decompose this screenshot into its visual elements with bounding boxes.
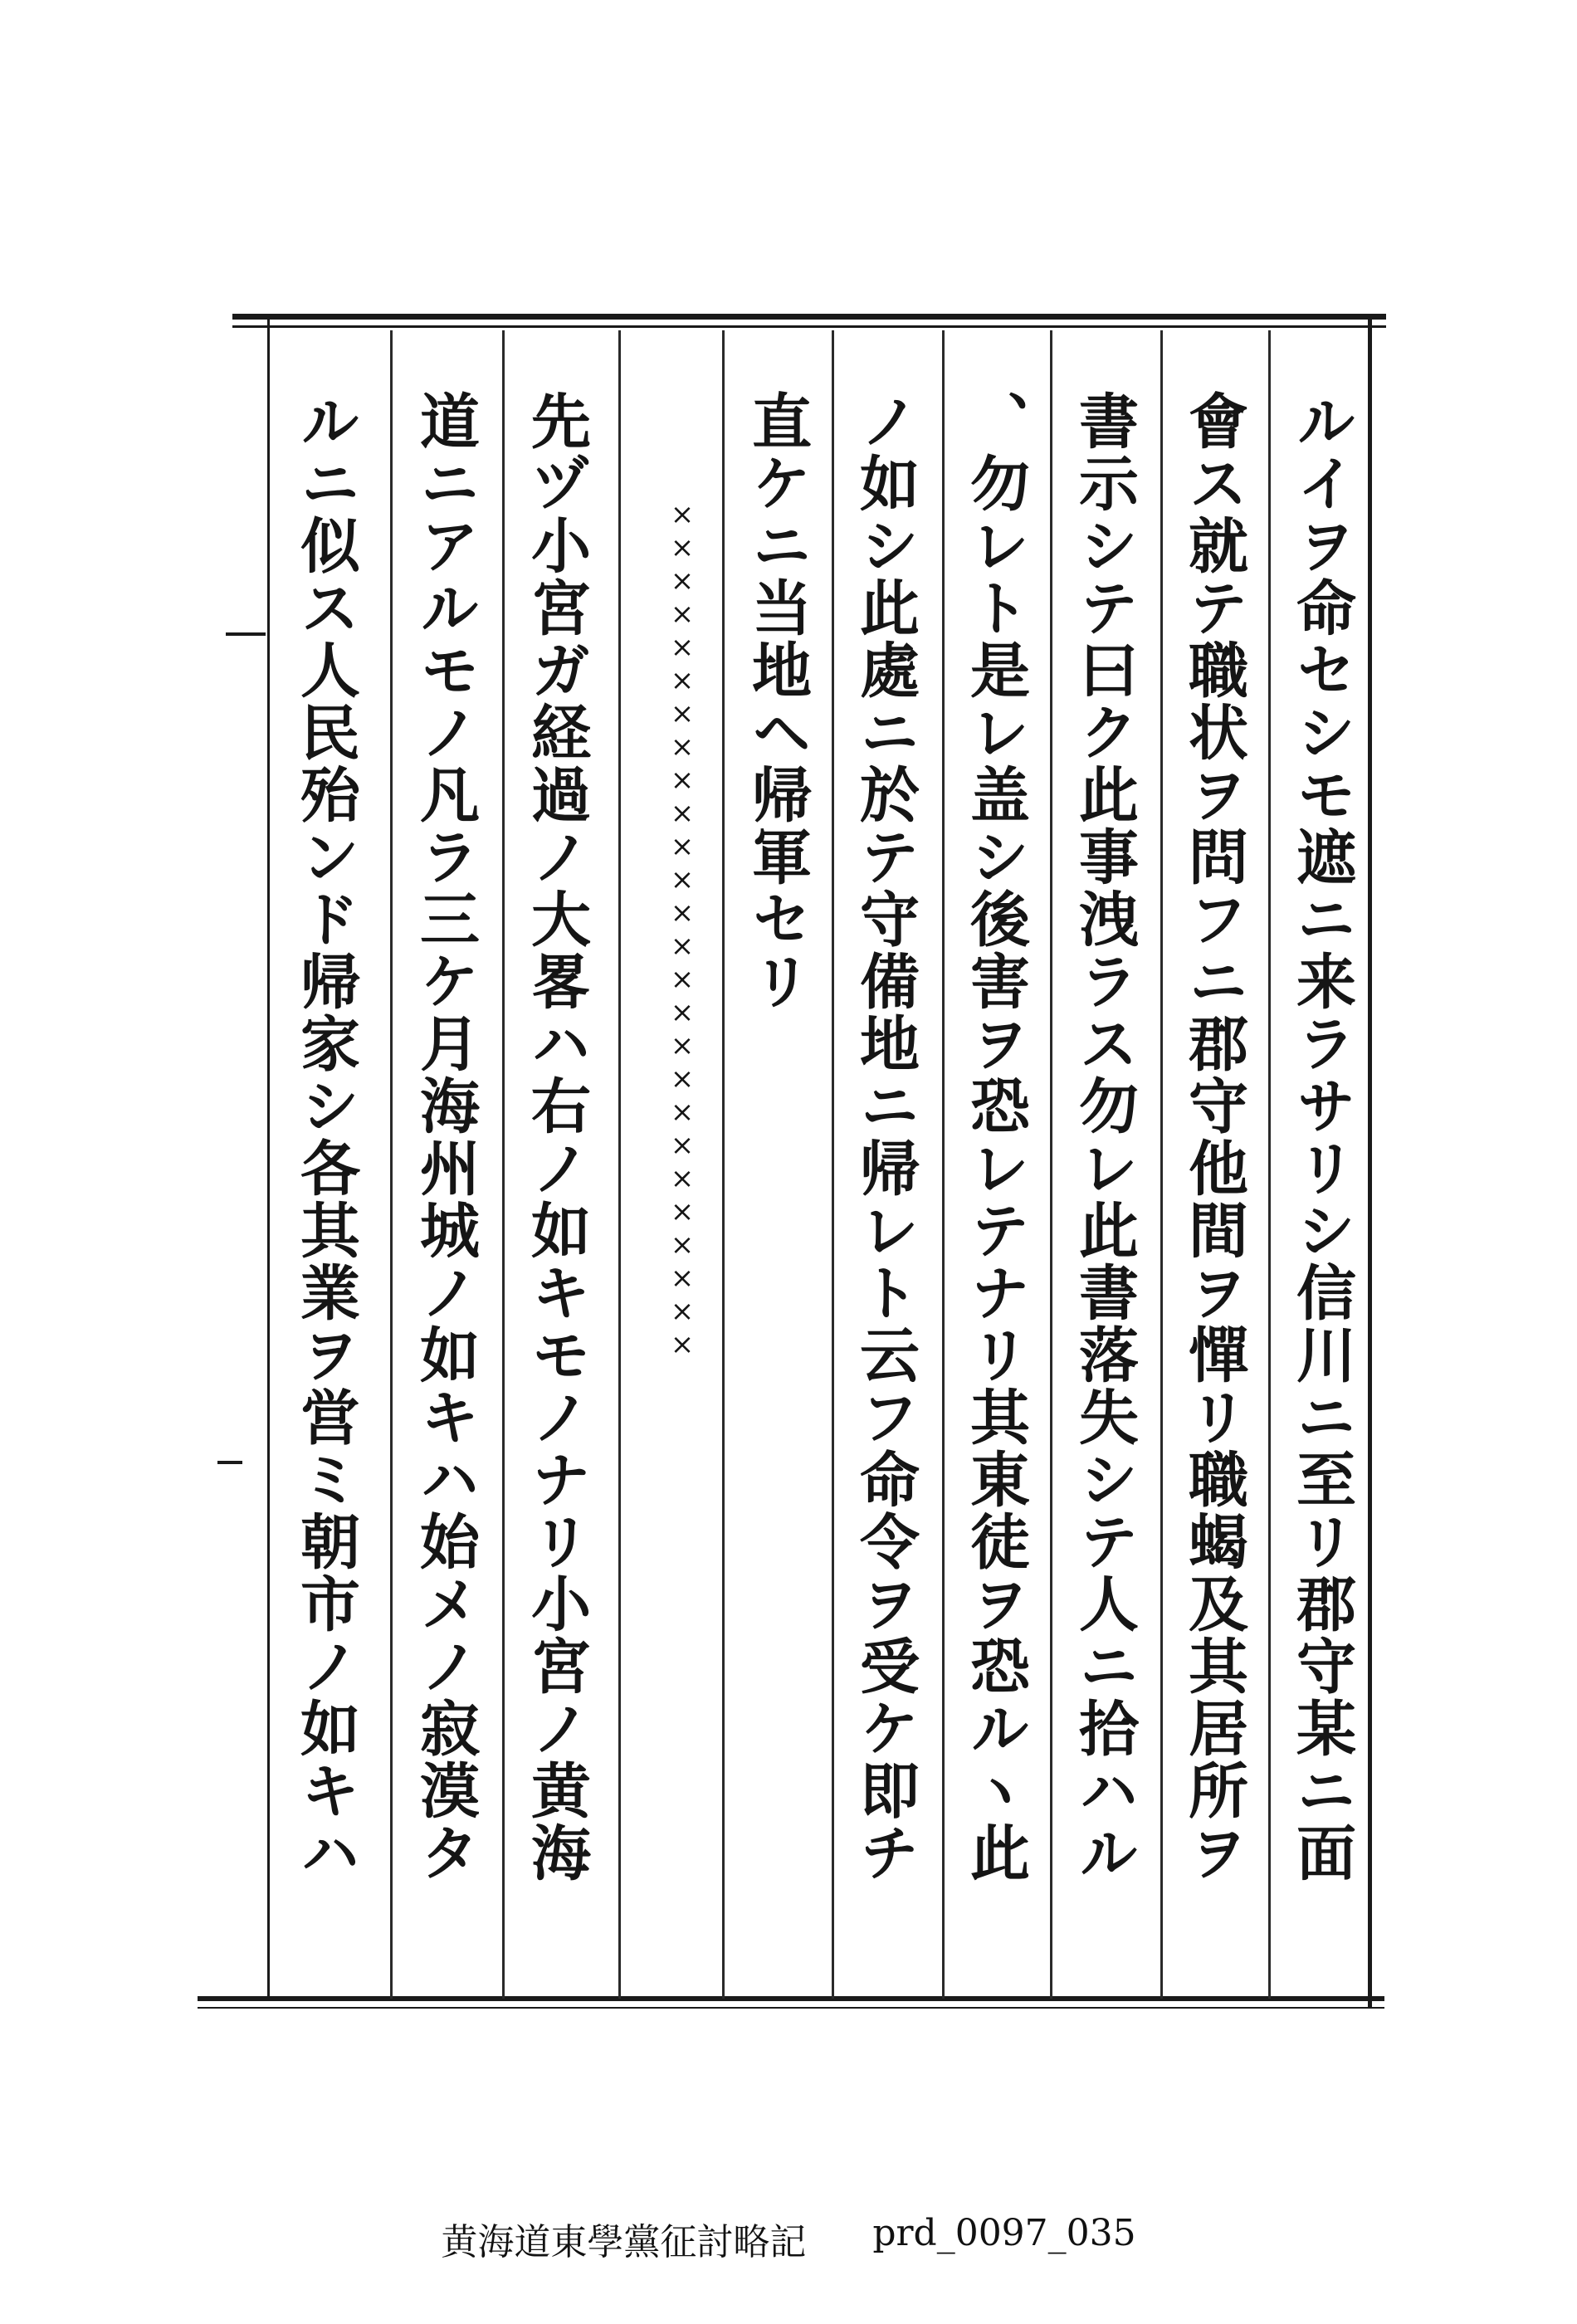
column-divider	[618, 330, 621, 1999]
margin-tick	[217, 1461, 242, 1464]
column-divider	[942, 330, 945, 1999]
column-divider	[1268, 330, 1271, 1999]
text-column-2: 會ス就テ職状ヲ問フニ郡守他間ヲ憚リ職蝎及其居所ヲ	[1179, 390, 1249, 1884]
text-column-3: 書示シテ曰ク此事洩ラス勿レ此書落失シテ人ニ拾ハル	[1069, 390, 1140, 1884]
text-column-5: ノ如シ此處ニ於テ守備地ニ帰レト云フ命令ヲ受ケ即チ	[850, 390, 920, 1884]
column-divider	[832, 330, 834, 1999]
column-divider	[1160, 330, 1163, 1999]
text-column-6: 直ケニ当地ヘ帰軍セリ	[742, 390, 813, 1013]
footer-code: prd_0097_035	[872, 2212, 1136, 2254]
text-column-8: 道ニアルモノ凡ラ三ケ月海州城ノ如キハ始メノ寂漠タ	[410, 390, 481, 1884]
footer-title: 黄海道東學黨征討略記	[441, 2221, 807, 2263]
frame-top-rule	[232, 314, 1386, 320]
page-footer	[0, 2212, 1577, 2265]
frame-top-rule-thin	[232, 325, 1386, 328]
frame-left-rule	[267, 320, 270, 1998]
text-column-1: ルイヲ命セシモ遮ニ来ラサリシ信川ニ至リ郡守某ニ面	[1286, 390, 1357, 1884]
frame-bottom-rule-thin	[198, 2007, 1384, 2009]
text-column-9: ルニ似ス人民殆ンド帰家シ各其業ヲ営ミ朝市ノ如キハ	[290, 390, 361, 1884]
column-divider	[502, 330, 505, 1999]
frame-right-rule	[1368, 314, 1372, 2007]
text-column-4: 、勿レト是レ盖シ後害ヲ恐レテナリ其東徒ヲ恐ルヽ此	[960, 390, 1031, 1884]
column-divider	[1050, 330, 1052, 1999]
text-column-7: 先ヅ小宮ガ経過ノ大畧ハ右ノ如キモノナリ小宮ノ黄海	[521, 390, 592, 1884]
frame-bottom-rule	[198, 1996, 1384, 2001]
separator-crosses: ××××××××××××××××××××××××××	[666, 498, 699, 1361]
margin-tick	[226, 632, 266, 636]
column-divider	[390, 330, 393, 1999]
